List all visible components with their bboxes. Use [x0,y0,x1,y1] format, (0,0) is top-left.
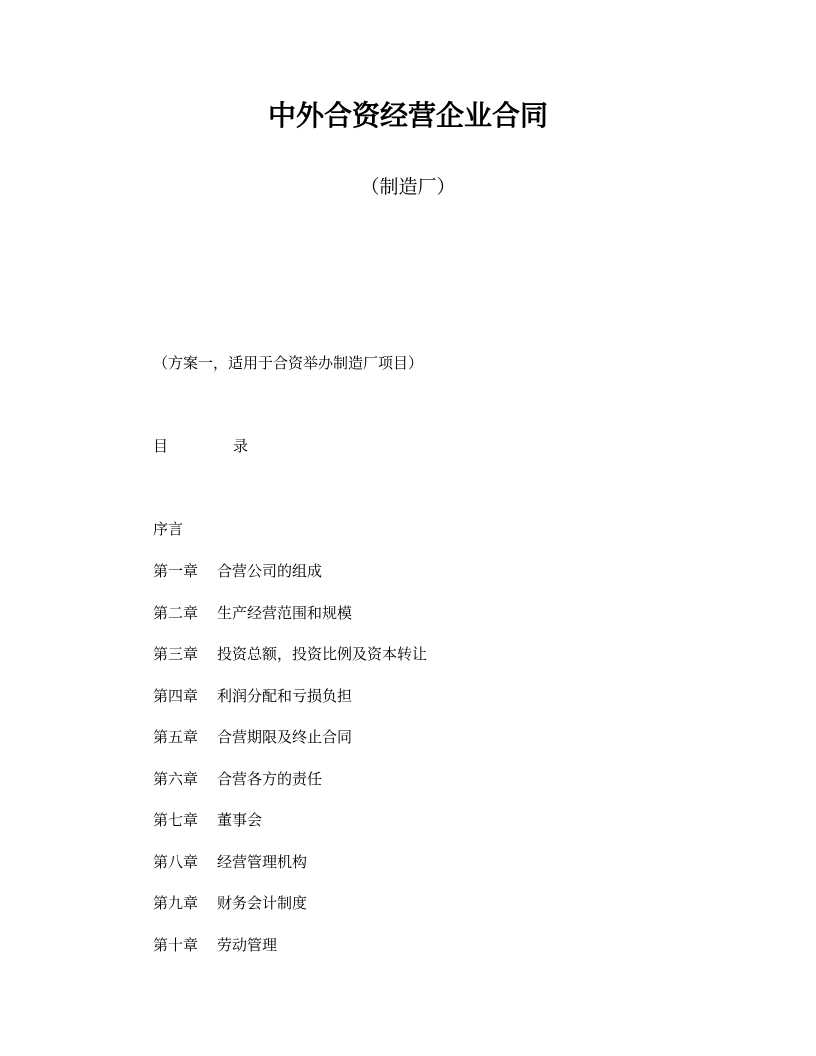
chapter-number: 第四章 [153,686,199,705]
chapter-number: 第二章 [153,603,199,622]
toc-heading-char-1: 目 [153,437,169,455]
chapter-number: 第八章 [153,852,199,871]
chapter-title: 合营各方的责任 [217,769,323,788]
chapter-title: 劳动管理 [217,935,278,954]
toc-chapter-item [153,769,427,811]
chapter-title: 合营公司的组成 [217,562,323,580]
toc-chapter-item [153,603,427,645]
toc-chapter-item [153,644,427,686]
toc-chapter-item [153,727,427,769]
chapter-title: 合营期限及终止合同 [217,728,353,746]
chapter-title: 经营管理机构 [217,852,308,871]
chapter-title: 利润分配和亏损负担 [217,686,353,705]
chapter-number: 第十章 [153,935,199,954]
document-title: 中外合资经营企业合同 [267,99,548,132]
chapter-number: 第一章 [153,562,199,580]
document-subtitle: （制造厂） [360,176,456,198]
chapter-title: 财务会计制度 [217,894,308,912]
toc-chapter-item [153,686,427,728]
toc-preface: 序言 [153,520,184,538]
chapter-title: 生产经营范围和规模 [217,603,353,622]
toc-chapter-item [153,935,427,977]
chapter-title: 投资总额，投资比例及资本转让 [217,645,428,663]
scheme-note: （方案一，适用于合资举办制造厂项目） [153,354,424,372]
toc-heading-char-2: 录 [233,437,249,455]
chapter-number: 第九章 [153,894,199,912]
toc-chapter-item [153,852,427,894]
chapter-number: 第六章 [153,769,199,788]
chapter-number: 第五章 [153,728,199,746]
toc-chapter-item [153,810,427,852]
toc-chapter-item [153,893,427,935]
chapter-number: 第三章 [153,645,199,663]
chapter-title: 董事会 [217,811,263,829]
toc-chapter-item [153,561,427,603]
toc-heading [153,436,248,456]
toc-chapter-list [153,561,427,976]
chapter-number: 第七章 [153,811,199,829]
